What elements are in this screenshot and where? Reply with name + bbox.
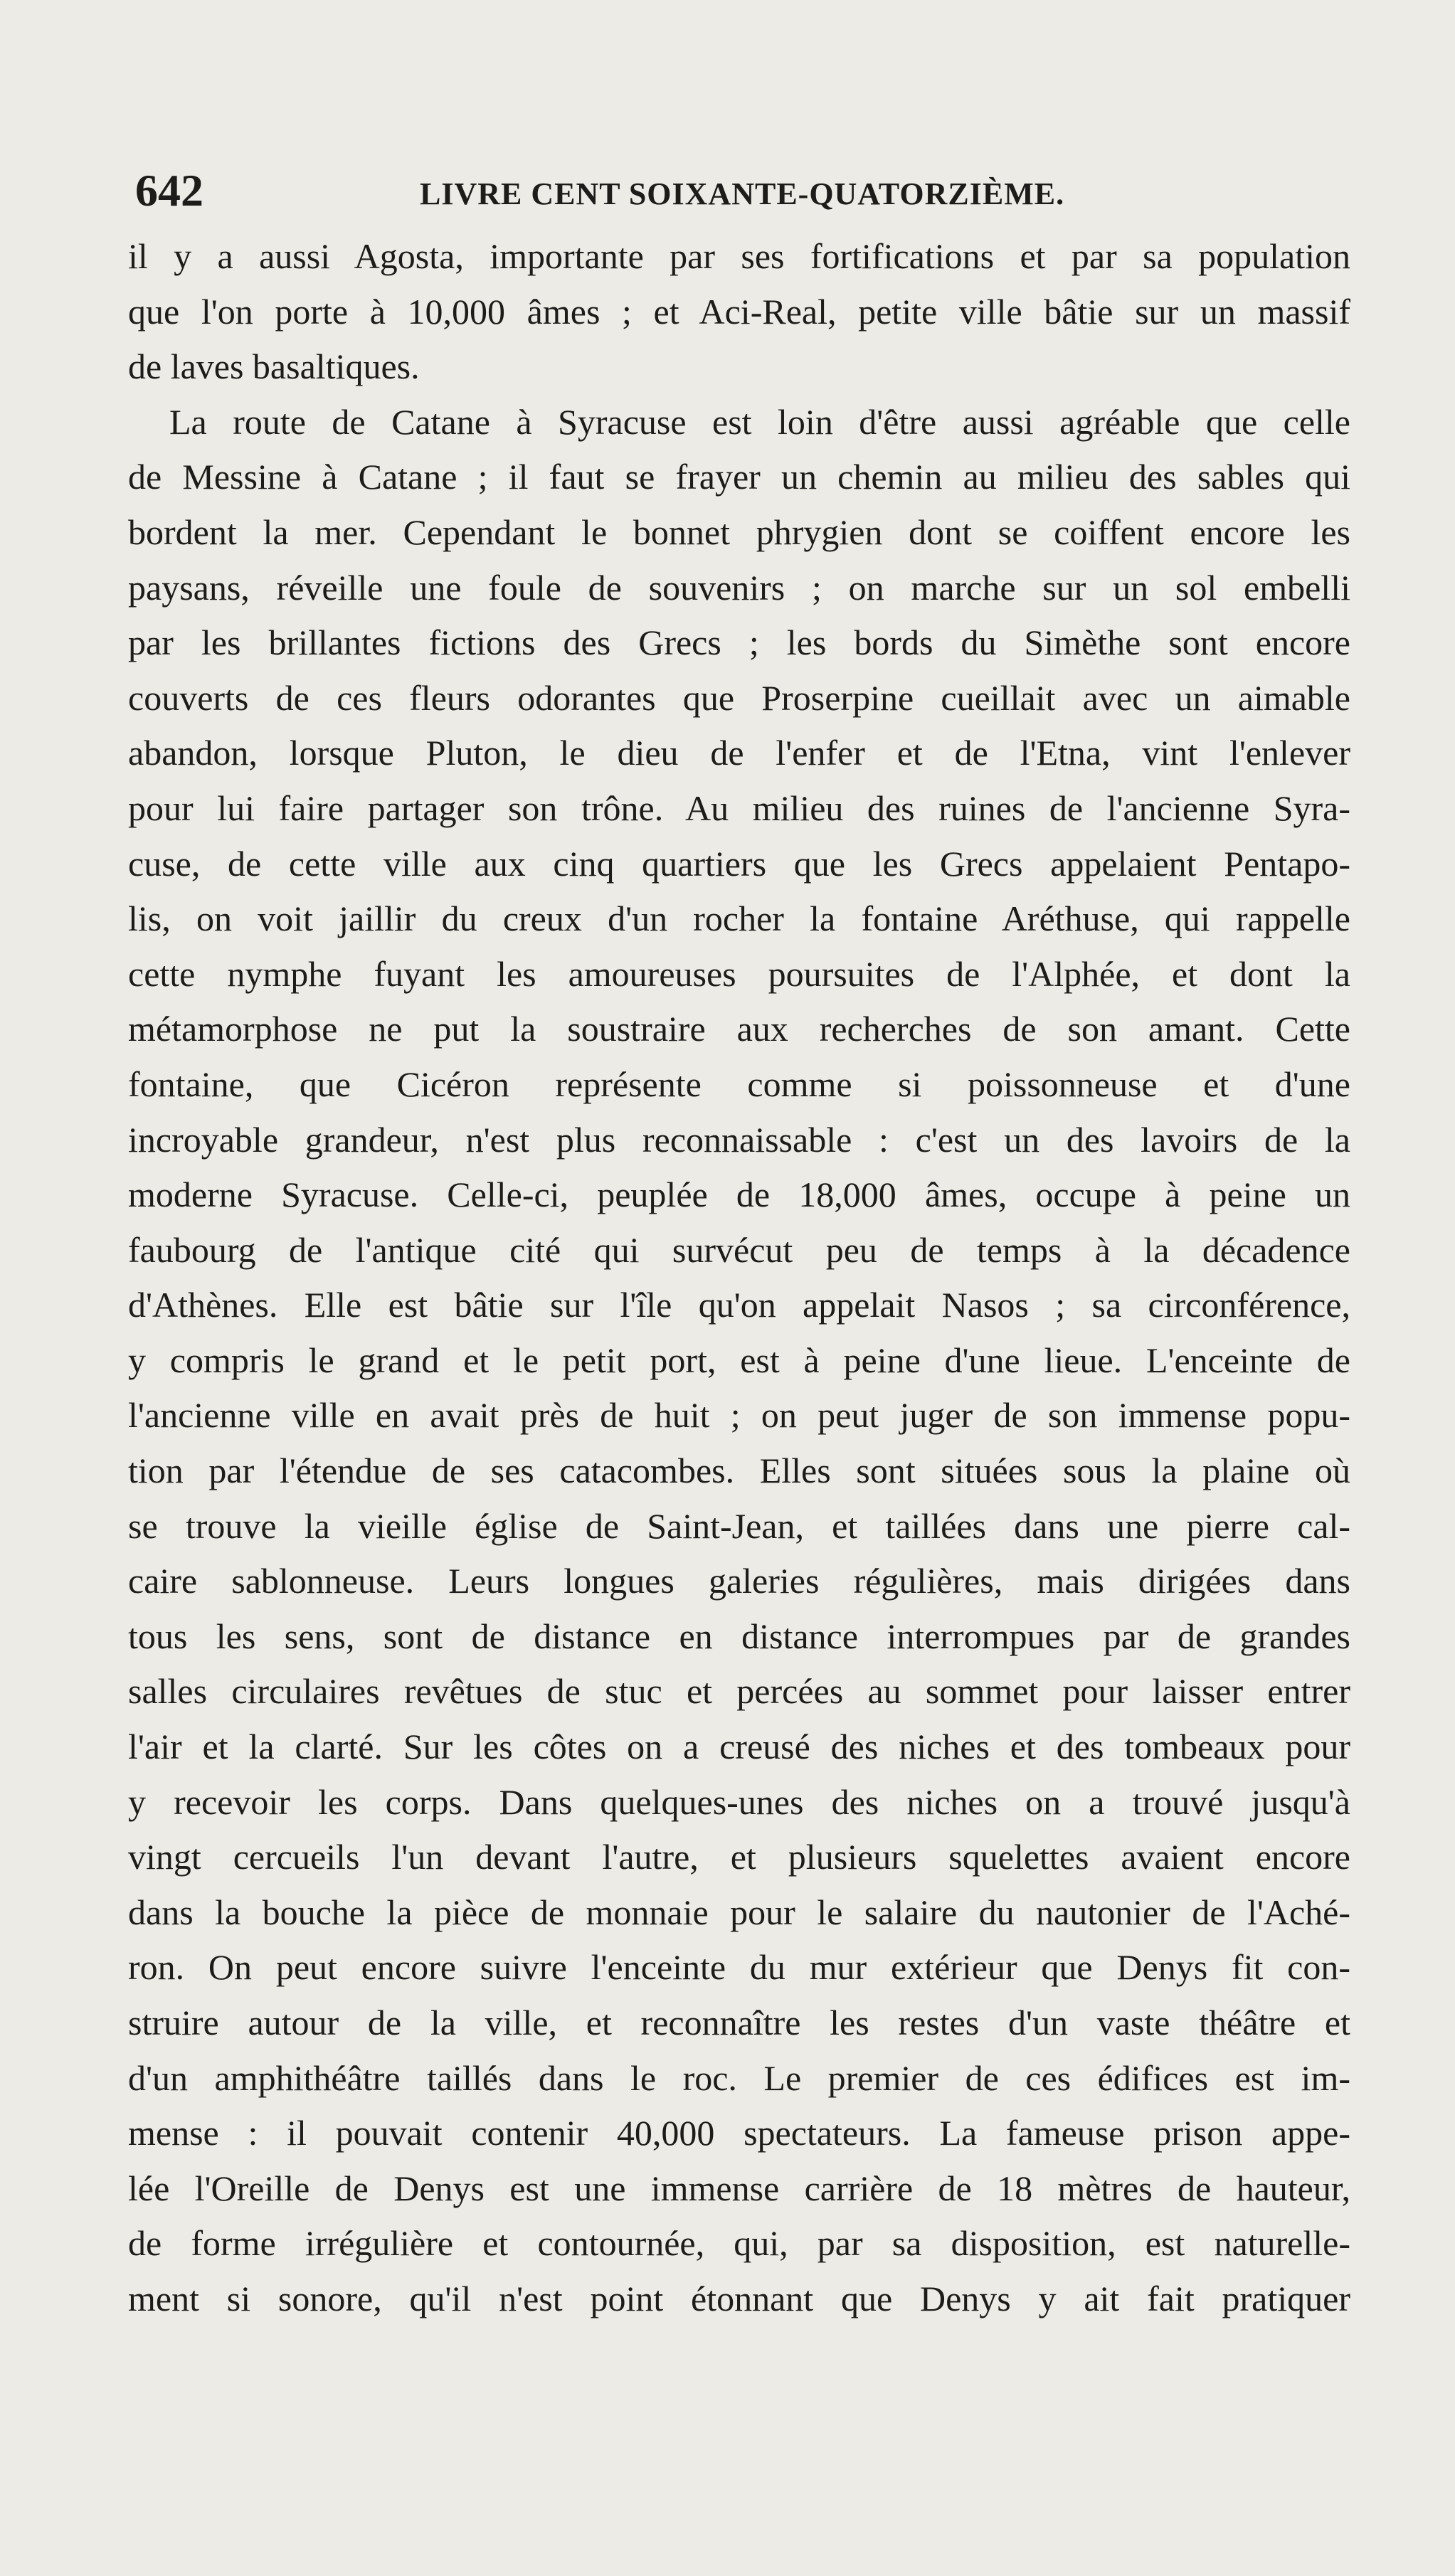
text-line: ron. On peut encore suivre l'enceinte du mur extérieur que Denys fit con- [128, 1947, 1350, 1988]
text-line: dans la bouche la pièce de monnaie pour le salaire du nautonier de l'Aché- [128, 1892, 1350, 1932]
text-line: que l'on porte à 10,000 âmes ; et Aci-Real, petite ville bâtie sur un massif [128, 291, 1350, 332]
text-line: y recevoir les corps. Dans quelques-unes des niches on a trouvé jusqu'à [128, 1781, 1350, 1822]
text-line: cuse, de cette ville aux cinq quartiers que les Grecs appelaient Pentapo- [128, 843, 1350, 884]
text-line: caire sablonneuse. Leurs longues galeries régulières, mais dirigées dans [128, 1561, 1350, 1601]
text-line: lée l'Oreille de Denys est une immense carrière de 18 mètres de hauteur, [128, 2168, 1350, 2208]
text-line: vingt cercueils l'un devant l'autre, et plusieurs squelettes avaient encore [128, 1837, 1350, 1877]
text-line: y compris le grand et le petit port, est à peine d'une lieue. L'enceinte de [128, 1340, 1350, 1380]
text-line: l'ancienne ville en avait près de huit ; on peut juger de son immense popu- [128, 1395, 1350, 1436]
text-line: mense : il pouvait contenir 40,000 spectateurs. La fameuse prison appe- [128, 2113, 1350, 2153]
text-line: pour lui faire partager son trône. Au milieu des ruines de l'ancienne Syra- [128, 788, 1350, 828]
page-header [135, 162, 1348, 219]
text-line: cette nymphe fuyant les amoureuses poursuites de l'Alphée, et dont la [128, 953, 1350, 994]
running-head: LIVRE CENT SOIXANTE-QUATORZIÈME. [420, 176, 1065, 211]
text-line: il y a aussi Agosta, importante par ses fortifications et par sa population [128, 236, 1350, 276]
text-line: l'air et la clarté. Sur les côtes on a creusé des niches et des tombeaux pour [128, 1727, 1350, 1767]
text-line: faubourg de l'antique cité qui survécut peu de temps à la décadence [128, 1229, 1350, 1270]
text-line: La route de Catane à Syracuse est loin d'être aussi agréable que celle [169, 401, 1350, 442]
text-line: de forme irrégulière et contournée, qui, par sa disposition, est naturelle- [128, 2223, 1350, 2264]
text-line: métamorphose ne put la soustraire aux recherches de son amant. Cette [128, 1009, 1350, 1049]
text-line: se trouve la vieille église de Saint-Jean, et taillées dans une pierre cal- [128, 1505, 1350, 1546]
text-line: abandon, lorsque Pluton, le dieu de l'enfer et de l'Etna, vint l'enlever [128, 733, 1350, 773]
text-line: par les brillantes fictions des Grecs ; les bords du Simèthe sont encore [128, 622, 1350, 663]
text-line: paysans, réveille une foule de souvenirs ; on marche sur un sol embelli [128, 567, 1350, 608]
text-line: tion par l'étendue de ses catacombes. Elles sont situées sous la plaine où [128, 1451, 1350, 1491]
text-line: ment si sonore, qu'il n'est point étonnant que Denys y ait fait pratiquer [128, 2278, 1350, 2318]
text-line: moderne Syracuse. Celle-ci, peuplée de 18,000 âmes, occupe à peine un [128, 1175, 1350, 1215]
text-line: de Messine à Catane ; il faut se frayer un chemin au milieu des sables qui [128, 457, 1350, 497]
text-line: struire autour de la ville, et reconnaître les restes d'un vaste théâtre et [128, 2003, 1350, 2042]
text-line: tous les sens, sont de distance en distance interrompues par de grandes [128, 1616, 1350, 1656]
text-line: incroyable grandeur, n'est plus reconnaissable : c'est un des lavoirs de la [128, 1119, 1350, 1160]
text-line: de laves basaltiques. [128, 346, 420, 387]
text-line: lis, on voit jaillir du creux d'un rocher la fontaine Aréthuse, qui rappelle [128, 899, 1350, 939]
text-line: couverts de ces fleurs odorantes que Proserpine cueillait avec un aimable [128, 677, 1350, 718]
text-line: bordent la mer. Cependant le bonnet phrygien dont se coiffent encore les [128, 512, 1350, 552]
text-line: d'un amphithéâtre taillés dans le roc. Le premier de ces édifices est im- [128, 2057, 1350, 2098]
page-number: 642 [135, 165, 203, 216]
text-line: salles circulaires revêtues de stuc et percées au sommet pour laisser entrer [128, 1671, 1350, 1712]
text-line: fontaine, que Cicéron représente comme si poissonneuse et d'une [128, 1064, 1350, 1104]
text-line: d'Athènes. Elle est bâtie sur l'île qu'on appelait Nasos ; sa circonférence, [128, 1285, 1350, 1325]
body-text [128, 229, 1350, 2327]
